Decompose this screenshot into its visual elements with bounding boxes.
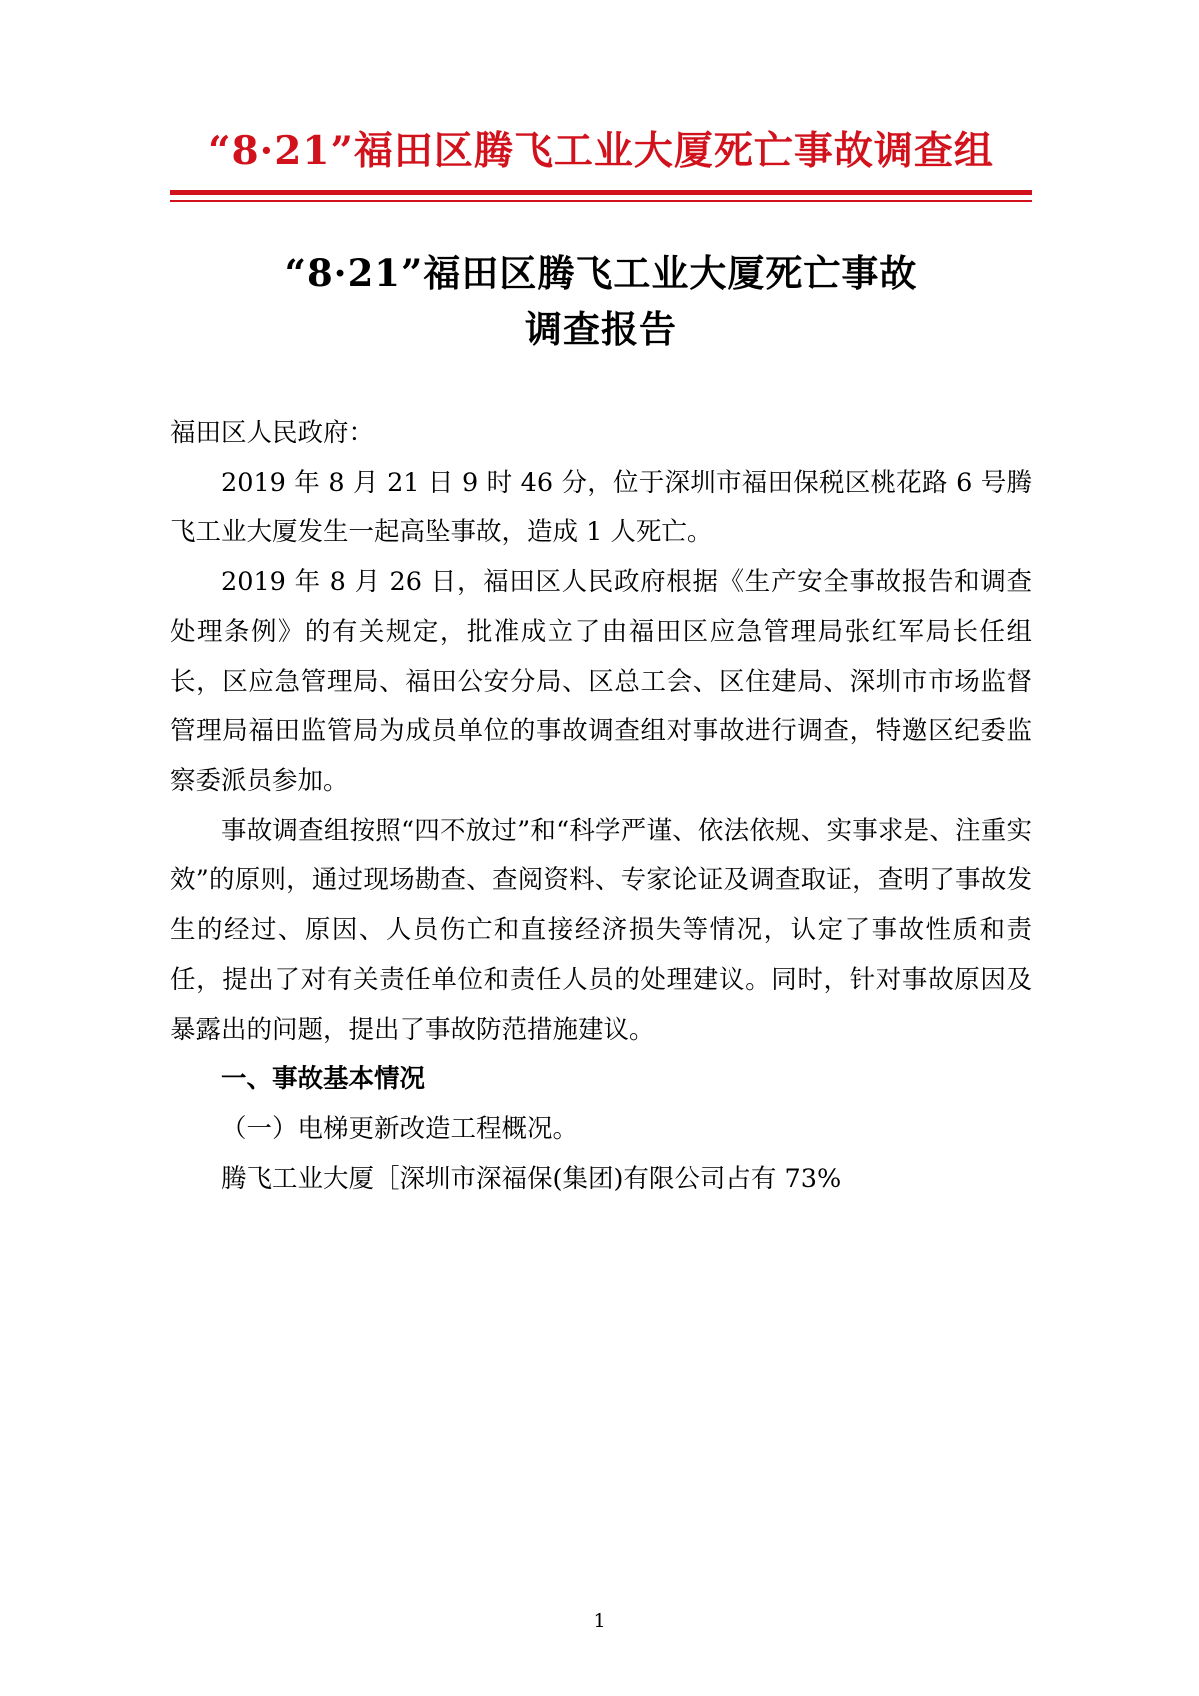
paragraph-investigation-principles: 事故调查组按照“四不放过”和“科学严谨、依法依规、实事求是、注重实效”的原则，通过现场勘查、查阅资料、专家论证及调查取证，查明了事故发生的经过、原因、人员伤亡和直接经济损失等情况，认定了事故性质和责任，提出了对有关责任单位和责任人员的处理建议。同时，针对事故原因及暴露出的问题，提出了事故防范措施建议。: [170, 815, 1032, 1045]
addressee-line: 福田区人民政府：: [170, 418, 375, 449]
letterhead-rule-thin: [170, 200, 1032, 202]
document-title-line-2: 调查报告: [525, 306, 677, 351]
page-number: 1: [593, 1610, 606, 1632]
subsection-heading-elevator-project: （一）电梯更新改造工程概况。: [221, 1114, 579, 1145]
letterhead-rule-thick: [170, 190, 1032, 195]
paragraph-building-ownership: 腾飞工业大厦［深圳市深福保(集团)有限公司占有 73%: [221, 1163, 842, 1194]
paragraph-incident-summary: 2019 年 8 月 21 日 9 时 46 分，位于深圳市福田保税区桃花路 6 号腾飞工业大厦发生一起高坠事故，造成 1 人死亡。: [170, 467, 1032, 548]
document-title-line-1: “8·21”福田区腾飞工业大厦死亡事故: [284, 251, 918, 296]
paragraph-investigation-team: 2019 年 8 月 26 日，福田区人民政府根据《生产安全事故报告和调查处理条例》的有关规定，批准成立了由福田区应急管理局张红军局长任组长，区应急管理局、福田公安分局、区总工会、区住建局、深圳市市场监督管理局福田监管局为成员单位的事故调查组对事故进行调查，特邀区纪委监察委派员参加。: [170, 567, 1032, 797]
section-heading-basic-situation: 一、事故基本情况: [221, 1064, 426, 1095]
page-content: [170, 0, 1032, 1205]
document-title: [170, 246, 1032, 357]
document-body: [170, 409, 1032, 1205]
letterhead-title: “8·21”福田区腾飞工业大厦死亡事故调查组: [208, 128, 994, 174]
